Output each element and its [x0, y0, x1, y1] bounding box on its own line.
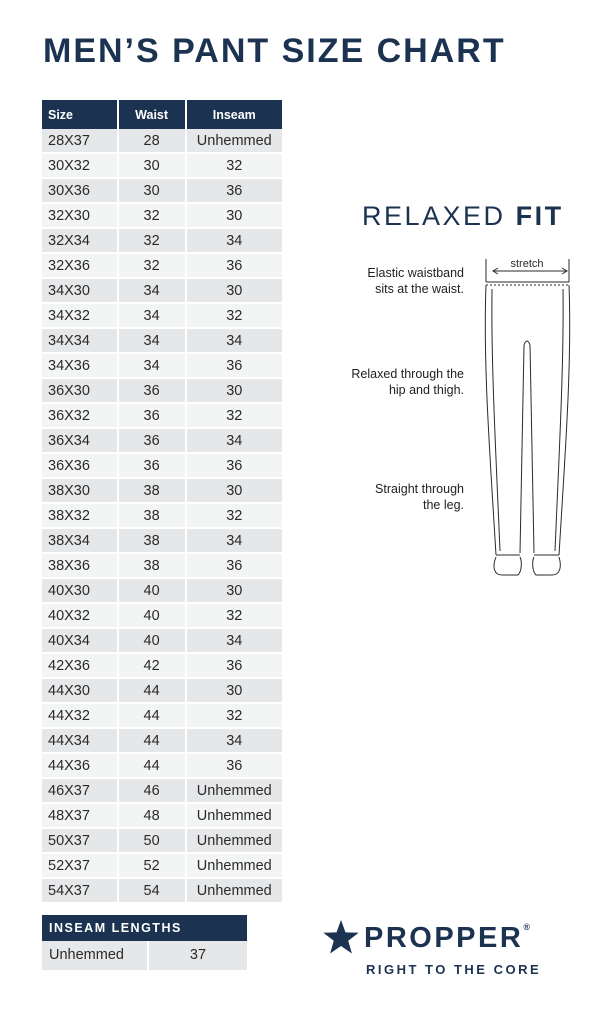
brand-name — [364, 922, 530, 955]
brand-tagline: RIGHT TO THE CORE — [366, 962, 542, 977]
table-row — [42, 804, 282, 829]
table-row — [42, 179, 282, 204]
table-row — [42, 204, 282, 229]
cell-waist: 32 — [119, 229, 187, 254]
table-row — [42, 379, 282, 404]
brand-name-text: PROPPER — [364, 922, 524, 954]
cell-inseam: Unhemmed — [187, 829, 282, 854]
cell-size: 48X37 — [42, 804, 119, 829]
cell-size: 44X32 — [42, 704, 119, 729]
table-row — [42, 329, 282, 354]
cell-inseam: Unhemmed — [187, 879, 282, 904]
cell-size: 52X37 — [42, 854, 119, 879]
cell-waist: 32 — [119, 254, 187, 279]
cell-inseam: 36 — [187, 754, 282, 779]
cell-size: 34X32 — [42, 304, 119, 329]
cell-inseam: 34 — [187, 429, 282, 454]
fit-title-bold: FIT — [515, 201, 564, 231]
table-row — [42, 704, 282, 729]
table-row — [42, 729, 282, 754]
cell-waist: 40 — [119, 629, 187, 654]
table-row — [42, 554, 282, 579]
column-header-waist: Waist — [119, 100, 187, 129]
cell-inseam: 32 — [187, 704, 282, 729]
table-row — [42, 304, 282, 329]
cell-size: 50X37 — [42, 829, 119, 854]
pants-illustration — [480, 255, 580, 585]
stretch-label: stretch — [510, 258, 544, 270]
cell-size: 32X34 — [42, 229, 119, 254]
inseam-lengths-row — [42, 941, 247, 970]
cell-inseam: 30 — [187, 479, 282, 504]
table-row — [42, 854, 282, 879]
table-row — [42, 754, 282, 779]
note-leg-line-1: Straight through — [375, 482, 464, 496]
cell-inseam: 34 — [187, 729, 282, 754]
cell-waist: 38 — [119, 554, 187, 579]
table-row — [42, 454, 282, 479]
cell-inseam: 30 — [187, 379, 282, 404]
note-hip-thigh-line-1: Relaxed through the — [351, 367, 464, 381]
cell-size: 54X37 — [42, 879, 119, 904]
cell-size: 34X34 — [42, 329, 119, 354]
cell-waist: 34 — [119, 304, 187, 329]
table-row — [42, 629, 282, 654]
table-row — [42, 279, 282, 304]
fit-title-light: RELAXED — [362, 201, 506, 231]
cell-size: 44X30 — [42, 679, 119, 704]
cell-size: 38X30 — [42, 479, 119, 504]
cell-waist: 38 — [119, 529, 187, 554]
cell-inseam: 30 — [187, 679, 282, 704]
table-header-row — [42, 100, 282, 129]
cell-waist: 38 — [119, 479, 187, 504]
cell-size: 38X34 — [42, 529, 119, 554]
cell-waist: 30 — [119, 179, 187, 204]
table-row — [42, 504, 282, 529]
note-leg — [375, 481, 464, 513]
cell-size: 44X36 — [42, 754, 119, 779]
inseam-lengths-header: INSEAM LENGTHS — [42, 915, 247, 941]
cell-size: 44X34 — [42, 729, 119, 754]
cell-size: 46X37 — [42, 779, 119, 804]
cell-inseam: Unhemmed — [187, 804, 282, 829]
cell-waist: 52 — [119, 854, 187, 879]
cell-inseam: 30 — [187, 279, 282, 304]
cell-size: 36X34 — [42, 429, 119, 454]
table-row — [42, 229, 282, 254]
cell-waist: 44 — [119, 679, 187, 704]
cell-size: 40X30 — [42, 579, 119, 604]
cell-size: 30X32 — [42, 154, 119, 179]
table-row — [42, 354, 282, 379]
cell-inseam: 32 — [187, 154, 282, 179]
table-row — [42, 879, 282, 904]
column-header-size: Size — [42, 100, 119, 129]
cell-waist: 34 — [119, 329, 187, 354]
star-icon — [322, 918, 360, 956]
table-row — [42, 404, 282, 429]
cell-inseam: 36 — [187, 654, 282, 679]
note-hip-thigh — [351, 366, 464, 398]
cell-inseam: 34 — [187, 629, 282, 654]
table-row — [42, 254, 282, 279]
cell-waist: 48 — [119, 804, 187, 829]
cell-inseam: 32 — [187, 504, 282, 529]
cell-inseam: 36 — [187, 179, 282, 204]
brand-logo — [322, 916, 582, 982]
table-row — [42, 579, 282, 604]
cell-waist: 50 — [119, 829, 187, 854]
cell-waist: 28 — [119, 129, 187, 154]
note-waistband-line-2: sits at the waist. — [375, 282, 464, 296]
cell-inseam: 34 — [187, 329, 282, 354]
note-waistband-line-1: Elastic waistband — [367, 266, 464, 280]
table-row — [42, 654, 282, 679]
table-row — [42, 129, 282, 154]
cell-waist: 46 — [119, 779, 187, 804]
cell-waist: 42 — [119, 654, 187, 679]
cell-inseam: Unhemmed — [187, 129, 282, 154]
cell-waist: 40 — [119, 579, 187, 604]
cell-inseam: 30 — [187, 204, 282, 229]
cell-size: 36X30 — [42, 379, 119, 404]
cell-inseam: Unhemmed — [187, 854, 282, 879]
cell-size: 34X30 — [42, 279, 119, 304]
table-row — [42, 479, 282, 504]
cell-waist: 34 — [119, 279, 187, 304]
cell-waist: 36 — [119, 379, 187, 404]
cell-size: 32X36 — [42, 254, 119, 279]
cell-waist: 54 — [119, 879, 187, 904]
cell-inseam: 30 — [187, 579, 282, 604]
cell-size: 42X36 — [42, 654, 119, 679]
cell-waist: 32 — [119, 204, 187, 229]
cell-waist: 44 — [119, 754, 187, 779]
cell-inseam: 32 — [187, 304, 282, 329]
cell-size: 38X32 — [42, 504, 119, 529]
size-table — [42, 100, 282, 904]
cell-inseam: 34 — [187, 229, 282, 254]
note-hip-thigh-line-2: hip and thigh. — [388, 383, 464, 397]
cell-inseam: 32 — [187, 604, 282, 629]
table-row — [42, 779, 282, 804]
cell-inseam: 36 — [187, 354, 282, 379]
cell-waist: 44 — [119, 729, 187, 754]
cell-size: 34X36 — [42, 354, 119, 379]
cell-waist: 40 — [119, 604, 187, 629]
table-row — [42, 154, 282, 179]
cell-inseam: 32 — [187, 404, 282, 429]
cell-size: 30X36 — [42, 179, 119, 204]
cell-waist: 36 — [119, 429, 187, 454]
cell-inseam: 36 — [187, 554, 282, 579]
cell-size: 36X32 — [42, 404, 119, 429]
note-waistband — [367, 265, 464, 297]
table-row — [42, 529, 282, 554]
registered-mark: ® — [523, 922, 530, 932]
table-row — [42, 679, 282, 704]
cell-inseam: 36 — [187, 454, 282, 479]
cell-size: 28X37 — [42, 129, 119, 154]
size-table-body — [42, 129, 282, 904]
table-row — [42, 429, 282, 454]
cell-waist: 44 — [119, 704, 187, 729]
inseam-lengths-value: 37 — [149, 941, 247, 970]
column-header-inseam: Inseam — [187, 100, 282, 129]
page-title: MEN’S PANT SIZE CHART — [43, 32, 506, 70]
cell-size: 40X32 — [42, 604, 119, 629]
cell-size: 36X36 — [42, 454, 119, 479]
cell-waist: 30 — [119, 154, 187, 179]
cell-inseam: 34 — [187, 529, 282, 554]
cell-size: 40X34 — [42, 629, 119, 654]
note-leg-line-2: the leg. — [422, 498, 464, 512]
cell-waist: 36 — [119, 454, 187, 479]
cell-size: 38X36 — [42, 554, 119, 579]
table-row — [42, 829, 282, 854]
cell-inseam: Unhemmed — [187, 779, 282, 804]
cell-waist: 34 — [119, 354, 187, 379]
table-row — [42, 604, 282, 629]
inseam-lengths-label: Unhemmed — [42, 941, 147, 970]
cell-size: 32X30 — [42, 204, 119, 229]
cell-waist: 36 — [119, 404, 187, 429]
fit-title — [362, 201, 564, 232]
cell-inseam: 36 — [187, 254, 282, 279]
cell-waist: 38 — [119, 504, 187, 529]
